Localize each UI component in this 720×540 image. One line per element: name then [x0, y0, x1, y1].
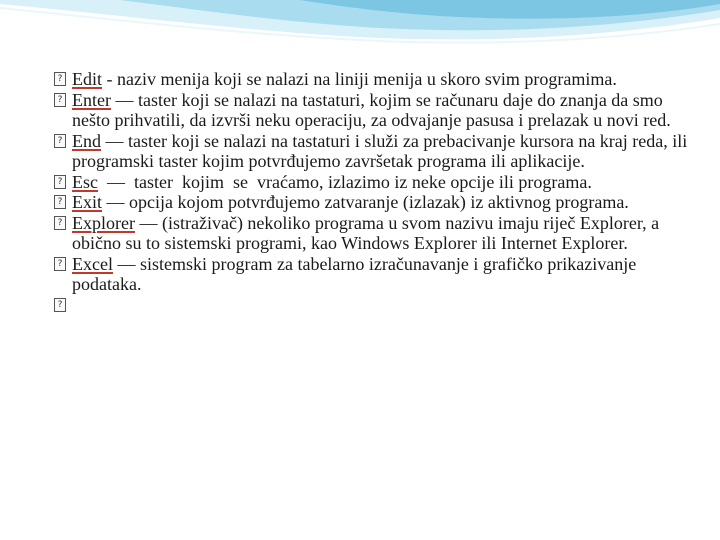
missing-glyph-icon: ?: [54, 257, 66, 271]
term-exit: Exit: [72, 192, 102, 212]
definition-end: — taster koji se nalazi na tastaturi i služi za prebacivanje kursora na kraj reda, ili programski taster kojim potvrđujemo završetak programa ili aplikacije.: [72, 130, 688, 171]
term-explorer: Explorer: [72, 212, 135, 233]
definition-edit: - naziv menija koji se nalazi na liniji menija u skoro svim programima.: [102, 69, 617, 89]
definition-enter: — taster koji se nalazi na tastaturi, kojim se računaru daje do znanja da smo nešto prihvatili, da izvrši neku operaciju, za odvajanje pasusa i prelazak u novi red.: [72, 89, 671, 130]
missing-glyph-icon: ?: [54, 175, 66, 189]
glossary-content: [54, 69, 694, 317]
term-end: End: [72, 130, 101, 151]
missing-glyph-icon: ?: [54, 216, 66, 230]
missing-glyph-icon: ?: [54, 72, 66, 86]
term-excel: Excel: [72, 253, 113, 274]
missing-glyph-icon: ?: [54, 195, 66, 209]
glossary-entry-explorer: [54, 213, 694, 254]
term-enter: Enter: [72, 89, 111, 110]
glossary-entry-esc: [54, 172, 694, 193]
definition-exit: — opcija kojom potvrđujemo zatvaranje (izlazak) iz aktivnog programa.: [102, 192, 629, 212]
term-esc: Esc: [72, 171, 98, 192]
glossary-entry-empty: [54, 295, 694, 317]
glossary-entry-edit: [54, 69, 694, 90]
definition-excel: — sistemski program za tabelarno izračunavanje i grafičko prikazivanje podataka.: [72, 253, 637, 294]
missing-glyph-icon: ?: [54, 298, 66, 312]
definition-esc: — taster kojim se vraćamo, izlazimo iz neke opcije ili programa.: [98, 171, 592, 192]
definition-explorer: — (istraživač) nekoliko programa u svom nazivu imaju riječ Explorer, a obično su to sistemski programi, kao Windows Explorer ili Internet Explorer.: [72, 212, 660, 253]
glossary-entry-excel: [54, 254, 694, 295]
term-edit: Edit: [72, 69, 102, 89]
header-wave-decoration: [0, 0, 720, 70]
missing-glyph-icon: ?: [54, 134, 66, 148]
glossary-entry-end: [54, 131, 694, 172]
glossary-entry-enter: [54, 90, 694, 131]
glossary-entry-exit: [54, 192, 694, 213]
missing-glyph-icon: ?: [54, 93, 66, 107]
